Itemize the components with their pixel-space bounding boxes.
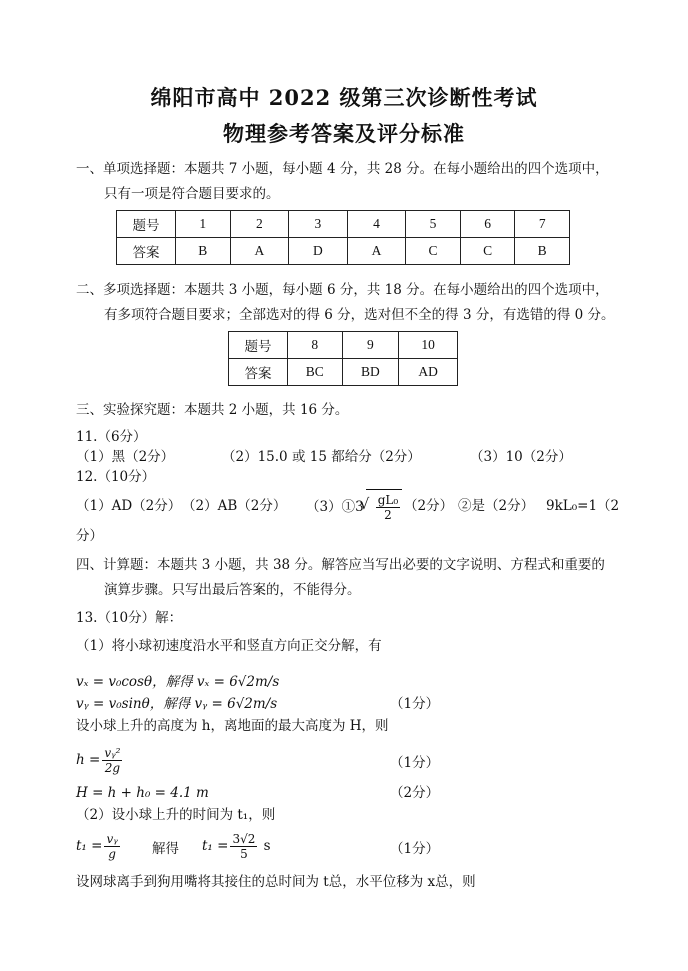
q12-answer-1: （1）AD（2分） — [76, 498, 182, 514]
fraction-numerator: vᵧ — [106, 832, 118, 846]
score-mark: （1分） — [390, 696, 440, 712]
page-subtitle: 物理参考答案及评分标准 — [223, 121, 465, 146]
q13-step-1: （1）将小球初速度沿水平和竖直方向正交分解，有 — [76, 638, 382, 654]
section2-heading: 二、多项选择题：本题共 3 小题，每小题 6 分，共 18 分。在每小题给出的四个选项中， — [76, 282, 609, 298]
table-row — [117, 238, 570, 265]
answer-cell: A — [230, 238, 289, 265]
q12-answer-3 — [306, 489, 402, 523]
row-label: 题号 — [117, 211, 176, 238]
equation-h — [76, 740, 124, 780]
section1-heading: 一、单项选择题：本题共 7 小题，每小题 4 分，共 28 分。在每小题给出的四个选项中， — [76, 161, 609, 177]
sqrt-expression — [366, 489, 402, 524]
row-label: 题号 — [229, 332, 288, 359]
q13-step-2: 设小球上升的高度为 h，离地面的最大高度为 H，则 — [76, 718, 389, 734]
single-choice-answer-table — [116, 210, 570, 265]
answer-cell: BD — [342, 359, 399, 386]
equation-t1 — [76, 826, 122, 866]
question-number: 1 — [176, 211, 231, 238]
answer-cell: C — [460, 238, 515, 265]
q12-answer-5: 9kL₀=1（2 — [546, 498, 620, 514]
q11-answer-2: （2）15.0 或 15 都给分（2分） — [222, 449, 421, 465]
equation-lhs: h = — [76, 752, 101, 768]
answer-cell: A — [347, 238, 406, 265]
question-number: 4 — [347, 211, 406, 238]
fraction-denominator: 5 — [240, 847, 248, 861]
answer-cell: B — [515, 238, 570, 265]
question-number: 8 — [288, 332, 343, 359]
question-number: 6 — [460, 211, 515, 238]
unit-label: s — [263, 838, 271, 854]
score-mark: （1分） — [390, 841, 440, 857]
section2-heading-cont: 有多项符合题目要求；全部选对的得 6 分，选对但不全的得 3 分，有选错的得 0 分。 — [104, 307, 615, 323]
score-mark: （1分） — [390, 755, 440, 771]
fraction — [104, 832, 119, 861]
fraction-numerator: vᵧ² — [104, 746, 121, 760]
fraction-denominator: g — [108, 847, 116, 861]
equation-lhs: t₁ = — [202, 838, 229, 854]
question-11-label: 11.（6分） — [76, 429, 147, 445]
question-number: 9 — [342, 332, 399, 359]
question-number: 2 — [230, 211, 289, 238]
fraction-numerator: 3√2 — [232, 832, 256, 846]
question-number: 3 — [289, 211, 348, 238]
answer-cell: D — [289, 238, 348, 265]
solve-label: 解得 — [152, 841, 179, 857]
section4-heading: 四、计算题：本题共 3 小题，共 38 分。解答应当写出必要的文字说明、方程式和重要的 — [76, 557, 605, 573]
equation-vx: vₓ = v₀cosθ，解得 vₓ = 6√2m/s — [76, 674, 280, 690]
equation-H: H = h + h₀ = 4.1 m — [76, 785, 209, 801]
answer-cell: AD — [399, 359, 458, 386]
table-row — [117, 211, 570, 238]
multi-choice-answer-table — [228, 331, 458, 386]
table-row — [229, 359, 458, 386]
answer-cell: BC — [288, 359, 343, 386]
fraction — [102, 746, 122, 775]
section1-heading-cont: 只有一项是符合题目要求的。 — [104, 186, 280, 202]
q11-answer-3: （3）10（2分） — [470, 449, 572, 465]
q13-step-3: （2）设小球上升的时间为 t₁，则 — [76, 807, 276, 823]
table-row — [229, 332, 458, 359]
q12-answer-4: ②是（2分） — [458, 498, 535, 514]
q12-answer-5-tail: 分） — [76, 528, 103, 544]
q11-answer-1: （1）黑（2分） — [76, 449, 175, 465]
question-number: 10 — [399, 332, 458, 359]
page-title: 绵阳市高中 2022 级第三次诊断性考试 — [150, 85, 538, 110]
question-number: 7 — [515, 211, 570, 238]
answer-cell: C — [406, 238, 461, 265]
fraction — [230, 832, 257, 861]
q12-answer-3-score: （2分） — [404, 498, 454, 514]
answer-cell: B — [176, 238, 231, 265]
q12-answer-3-prefix: （3）①3 — [306, 499, 364, 515]
row-label: 答案 — [117, 238, 176, 265]
fraction-denominator: 2 — [384, 508, 392, 522]
score-mark: （2分） — [390, 785, 440, 801]
q13-step-4: 设网球离手到狗用嘴将其接住的总时间为 t总，水平位移为 x总，则 — [76, 874, 476, 890]
fraction-denominator: 2g — [104, 761, 121, 775]
equation-vy: vᵧ = v₀sinθ，解得 vᵧ = 6√2m/s — [76, 696, 278, 712]
row-label: 答案 — [229, 359, 288, 386]
q12-answer-2: （2）AB（2分） — [182, 498, 287, 514]
question-12-label: 12.（10分） — [76, 469, 156, 485]
fraction-numerator: √ gL₀ — [377, 493, 399, 507]
question-13-label: 13.（10分）解： — [76, 610, 183, 626]
question-number: 5 — [406, 211, 461, 238]
equation-t1-result — [202, 826, 271, 866]
equation-lhs: t₁ = — [76, 838, 103, 854]
fraction — [376, 493, 400, 522]
section4-heading-cont: 演算步骤。只写出最后答案的，不能得分。 — [104, 582, 361, 598]
section3-heading: 三、实验探究题：本题共 2 小题，共 16 分。 — [76, 402, 349, 418]
